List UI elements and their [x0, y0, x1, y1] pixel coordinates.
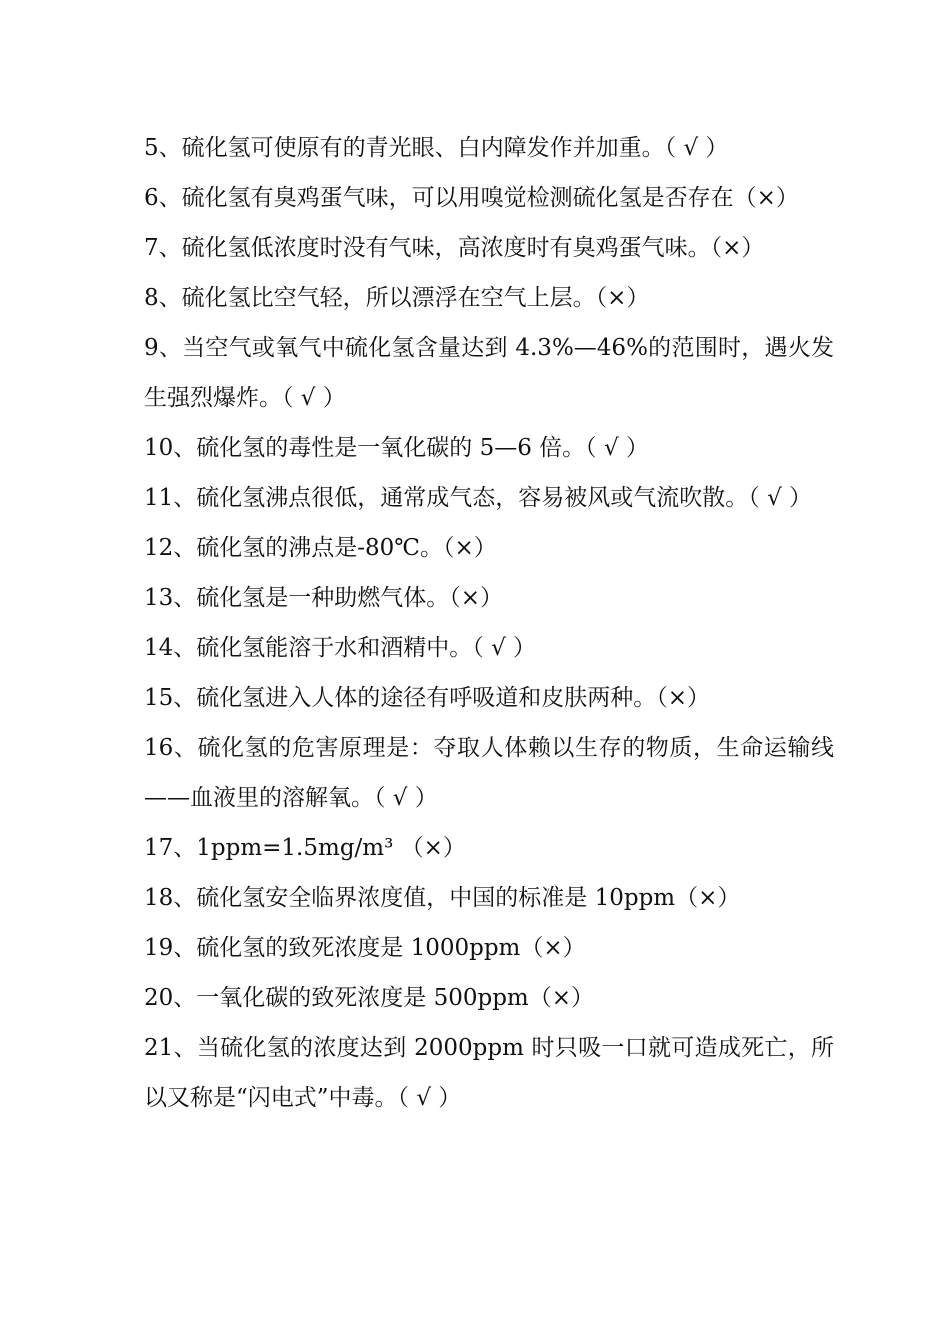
list-item: 15、硫化氢进入人体的途径有呼吸道和皮肤两种。（×）: [144, 685, 711, 711]
list-item: 9、当空气或氧气中硫化氢含量达到 4.3%—46%的范围时，遇火发生强烈爆炸。（ √ ）: [144, 335, 834, 411]
list-item: 20、一氧化碳的致死浓度是 500ppm（×）: [144, 985, 595, 1011]
list-item: 16、硫化氢的危害原理是：夺取人体赖以生存的物质，生命运输线——血液里的溶解氧。（ √ ）: [144, 735, 834, 811]
list-item: 8、硫化氢比空气轻，所以漂浮在空气上层。（×）: [144, 285, 650, 311]
list-item: 6、硫化氢有臭鸡蛋气味，可以用嗅觉检测硫化氢是否存在（×）: [144, 185, 799, 211]
list-item: 5、硫化氢可使原有的青光眼、白内障发作并加重。（ √ ）: [144, 135, 729, 161]
list-item: 18、硫化氢安全临界浓度值，中国的标准是 10ppm（×）: [144, 885, 741, 911]
list-item: 7、硫化氢低浓度时没有气味，高浓度时有臭鸡蛋气味。（×）: [144, 235, 765, 261]
list-item: 10、硫化氢的毒性是一氧化碳的 5—6 倍。（ √ ）: [144, 435, 649, 461]
list-item: 21、当硫化氢的浓度达到 2000ppm 时只吸一口就可造成死亡，所以又称是“闪电式”中毒。（ √ ）: [144, 1035, 834, 1111]
list-item: 14、硫化氢能溶于水和酒精中。（ √ ）: [144, 635, 537, 661]
list-item: 12、硫化氢的沸点是-80℃。（×）: [144, 535, 497, 561]
list-item: 19、硫化氢的致死浓度是 1000ppm（×）: [144, 935, 586, 961]
list-item: 17、1ppm=1.5mg/m³ （×）: [144, 835, 466, 861]
list-item: 13、硫化氢是一种助燃气体。（×）: [144, 585, 504, 611]
list-item: 11、硫化氢沸点很低，通常成气态，容易被风或气流吹散。（ √ ）: [144, 485, 813, 511]
question-list: [144, 123, 834, 1123]
